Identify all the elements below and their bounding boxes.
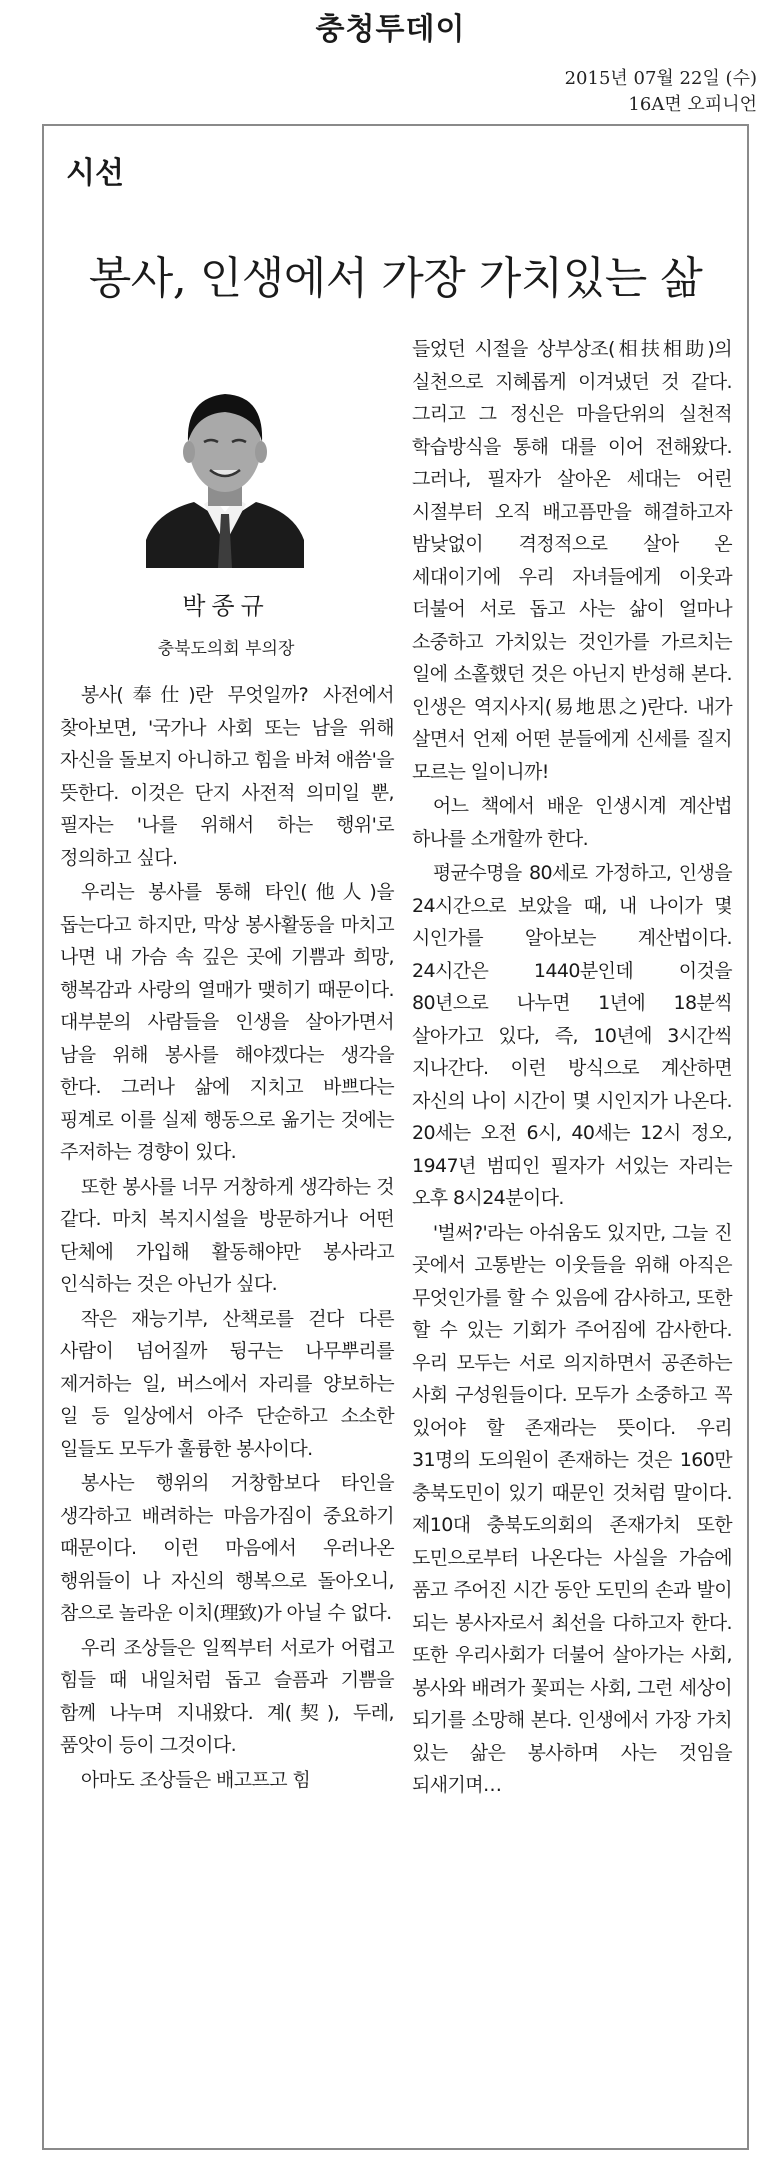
newspaper-header (0, 0, 781, 120)
paragraph: 우리는 봉사를 통해 타인(他人)을 돕는다고 하지만, 막상 봉사활동을 마치고 나면 내 가슴 속 깊은 곳에 기쁨과 희망, 행복감과 사랑의 열매가 맺히기 때문이다. 대부분의 사람들을 인생을 살아가면서 남을 위해 봉사를 해야겠다는 생각을 한다. 그러나 삶에 지치고 바쁘다는 핑계로 이를 실제 행동으로 옮기는 것에는 주저하는 경향이 있다. (60, 881, 394, 1163)
newspaper-name: 충청투데이 (315, 12, 466, 47)
paragraph: 작은 재능기부, 산책로를 걷다 다른 사람이 넘어질까 뒹구는 나무뿌리를 제거하는 일, 버스에서 자리를 양보하는 일 등 일상에서 아주 단순하고 소소한 일들도 모두가 훌륭한 봉사이다. (60, 1307, 394, 1460)
author-portrait (146, 372, 304, 568)
article-column-right (412, 333, 732, 1804)
paragraph: 봉사(奉仕)란 무엇일까? 사전에서 찾아보면, '국가나 사회 또는 남을 위해 자신을 돌보지 아니하고 힘을 바쳐 애씀'을 뜻한다. 이것은 단지 사전적 의미일 뿐, 필자는 '나를 위해서 하는 행위'로 정의하고 싶다. (60, 684, 394, 869)
paragraph-continuation: 들었던 시절을 상부상조(相扶相助)의 실천으로 지혜롭게 이겨냈던 것 같다. 그리고 그 정신은 마을단위의 실천적 학습방식을 통해 대를 이어 전해왔다. 그러나, 필자가 살아온 세대는 어린 시절부터 오직 배고픔만을 해결하고자 밤낮없이 격정적으로 살아 온 세대이기에 우리 자녀들에게 이웃과 더불어 서로 돕고 사는 삶이 얼마나 소중하고 가치있는 것인가를 가르치는 일에 소홀했던 것은 아닌지 반성해 본다. 인생은 역지사지(易地思之)란다. 내가 살면서 언제 어떤 분들에게 신세를 질지 모르는 일이니까! (412, 338, 732, 783)
author-title: 충북도의회 부의장 (157, 639, 295, 659)
paragraph: 우리 조상들은 일찍부터 서로가 어렵고 힘들 때 내일처럼 돕고 슬픔과 기쁨을 함께 나누며 지내왔다. 계(契), 두레, 품앗이 등이 그것이다. (60, 1636, 394, 1756)
article-frame (42, 124, 749, 2150)
section-label: 시선 (66, 156, 124, 191)
paragraph: 봉사는 행위의 거창함보다 타인을 생각하고 배려하는 마음가짐이 중요하기 때문이다. 이런 마음에서 우러나온 행위들이 나 자신의 행복으로 돌아오니, 참으로 놀라운 이치(理致)가 아닐 수 없다. (60, 1472, 394, 1624)
author-name: 박종규 (182, 592, 270, 620)
article-column-left (60, 679, 394, 1798)
publication-page: 16A면 오피니언 (628, 94, 757, 115)
headline: 봉사, 인생에서 가장 가치있는 삶 (88, 253, 703, 304)
paragraph: 어느 책에서 배운 인생시계 계산법 하나를 소개할까 한다. (412, 795, 732, 850)
paragraph: 아마도 조상들은 배고프고 힘 (80, 1768, 311, 1791)
paragraph: '벌써?'라는 아쉬움도 있지만, 그늘 진 곳에서 고통받는 이웃들을 위해 아직은 무엇인가를 할 수 있음에 감사하고, 또한 할 수 있는 기회가 주어짐에 감사한다. 우리 모두는 서로 의지하면서 공존하는 사회 구성원들이다. 모두가 소중하고 꼭 있어야 할 존재라는 뜻이다. 우리 31명의 도의원이 존재하는 것은 160만 충북도민이 있기 때문인 것처럼 말이다. 제10대 충북도의회의 존재가치 또한 도민으로부터 나온다는 사실을 가슴에 품고 주어진 시간 동안 도민의 손과 발이 되는 봉사자로서 최선을 다하고자 한다. 또한 우리사회가 더불어 살아가는 사회, 봉사와 배려가 꽃피는 사회, 그런 세상이 되기를 소망해 본다. 인생에서 가장 가치 있는 삶은 봉사하며 사는 것임을 되새기며… (412, 1221, 732, 1796)
paragraph: 평균수명을 80세로 가정하고, 인생을 24시간으로 보았을 때, 내 나이가 몇 시인가를 알아보는 계산법이다. 24시간은 1440분인데 이것을 80년으로 나누면 1년에 18분씩 살아가고 있다, 즉, 10년에 3시간씩 지나간다. 이런 방식으로 계산하면 자신의 나이 시간이 몇 시인지가 나온다. 20세는 오전 6시, 40세는 12시 정오, 1947년 범띠인 필자가 서있는 자리는 오후 8시24분이다. (412, 862, 732, 1209)
paragraph: 또한 봉사를 너무 거창하게 생각하는 것 같다. 마치 복지시설을 방문하거나 어떤 단체에 가입해 활동해야만 봉사라고 인식하는 것은 아닌가 싶다. (60, 1175, 394, 1295)
publication-date: 2015년 07월 22일 (수) (564, 68, 757, 89)
